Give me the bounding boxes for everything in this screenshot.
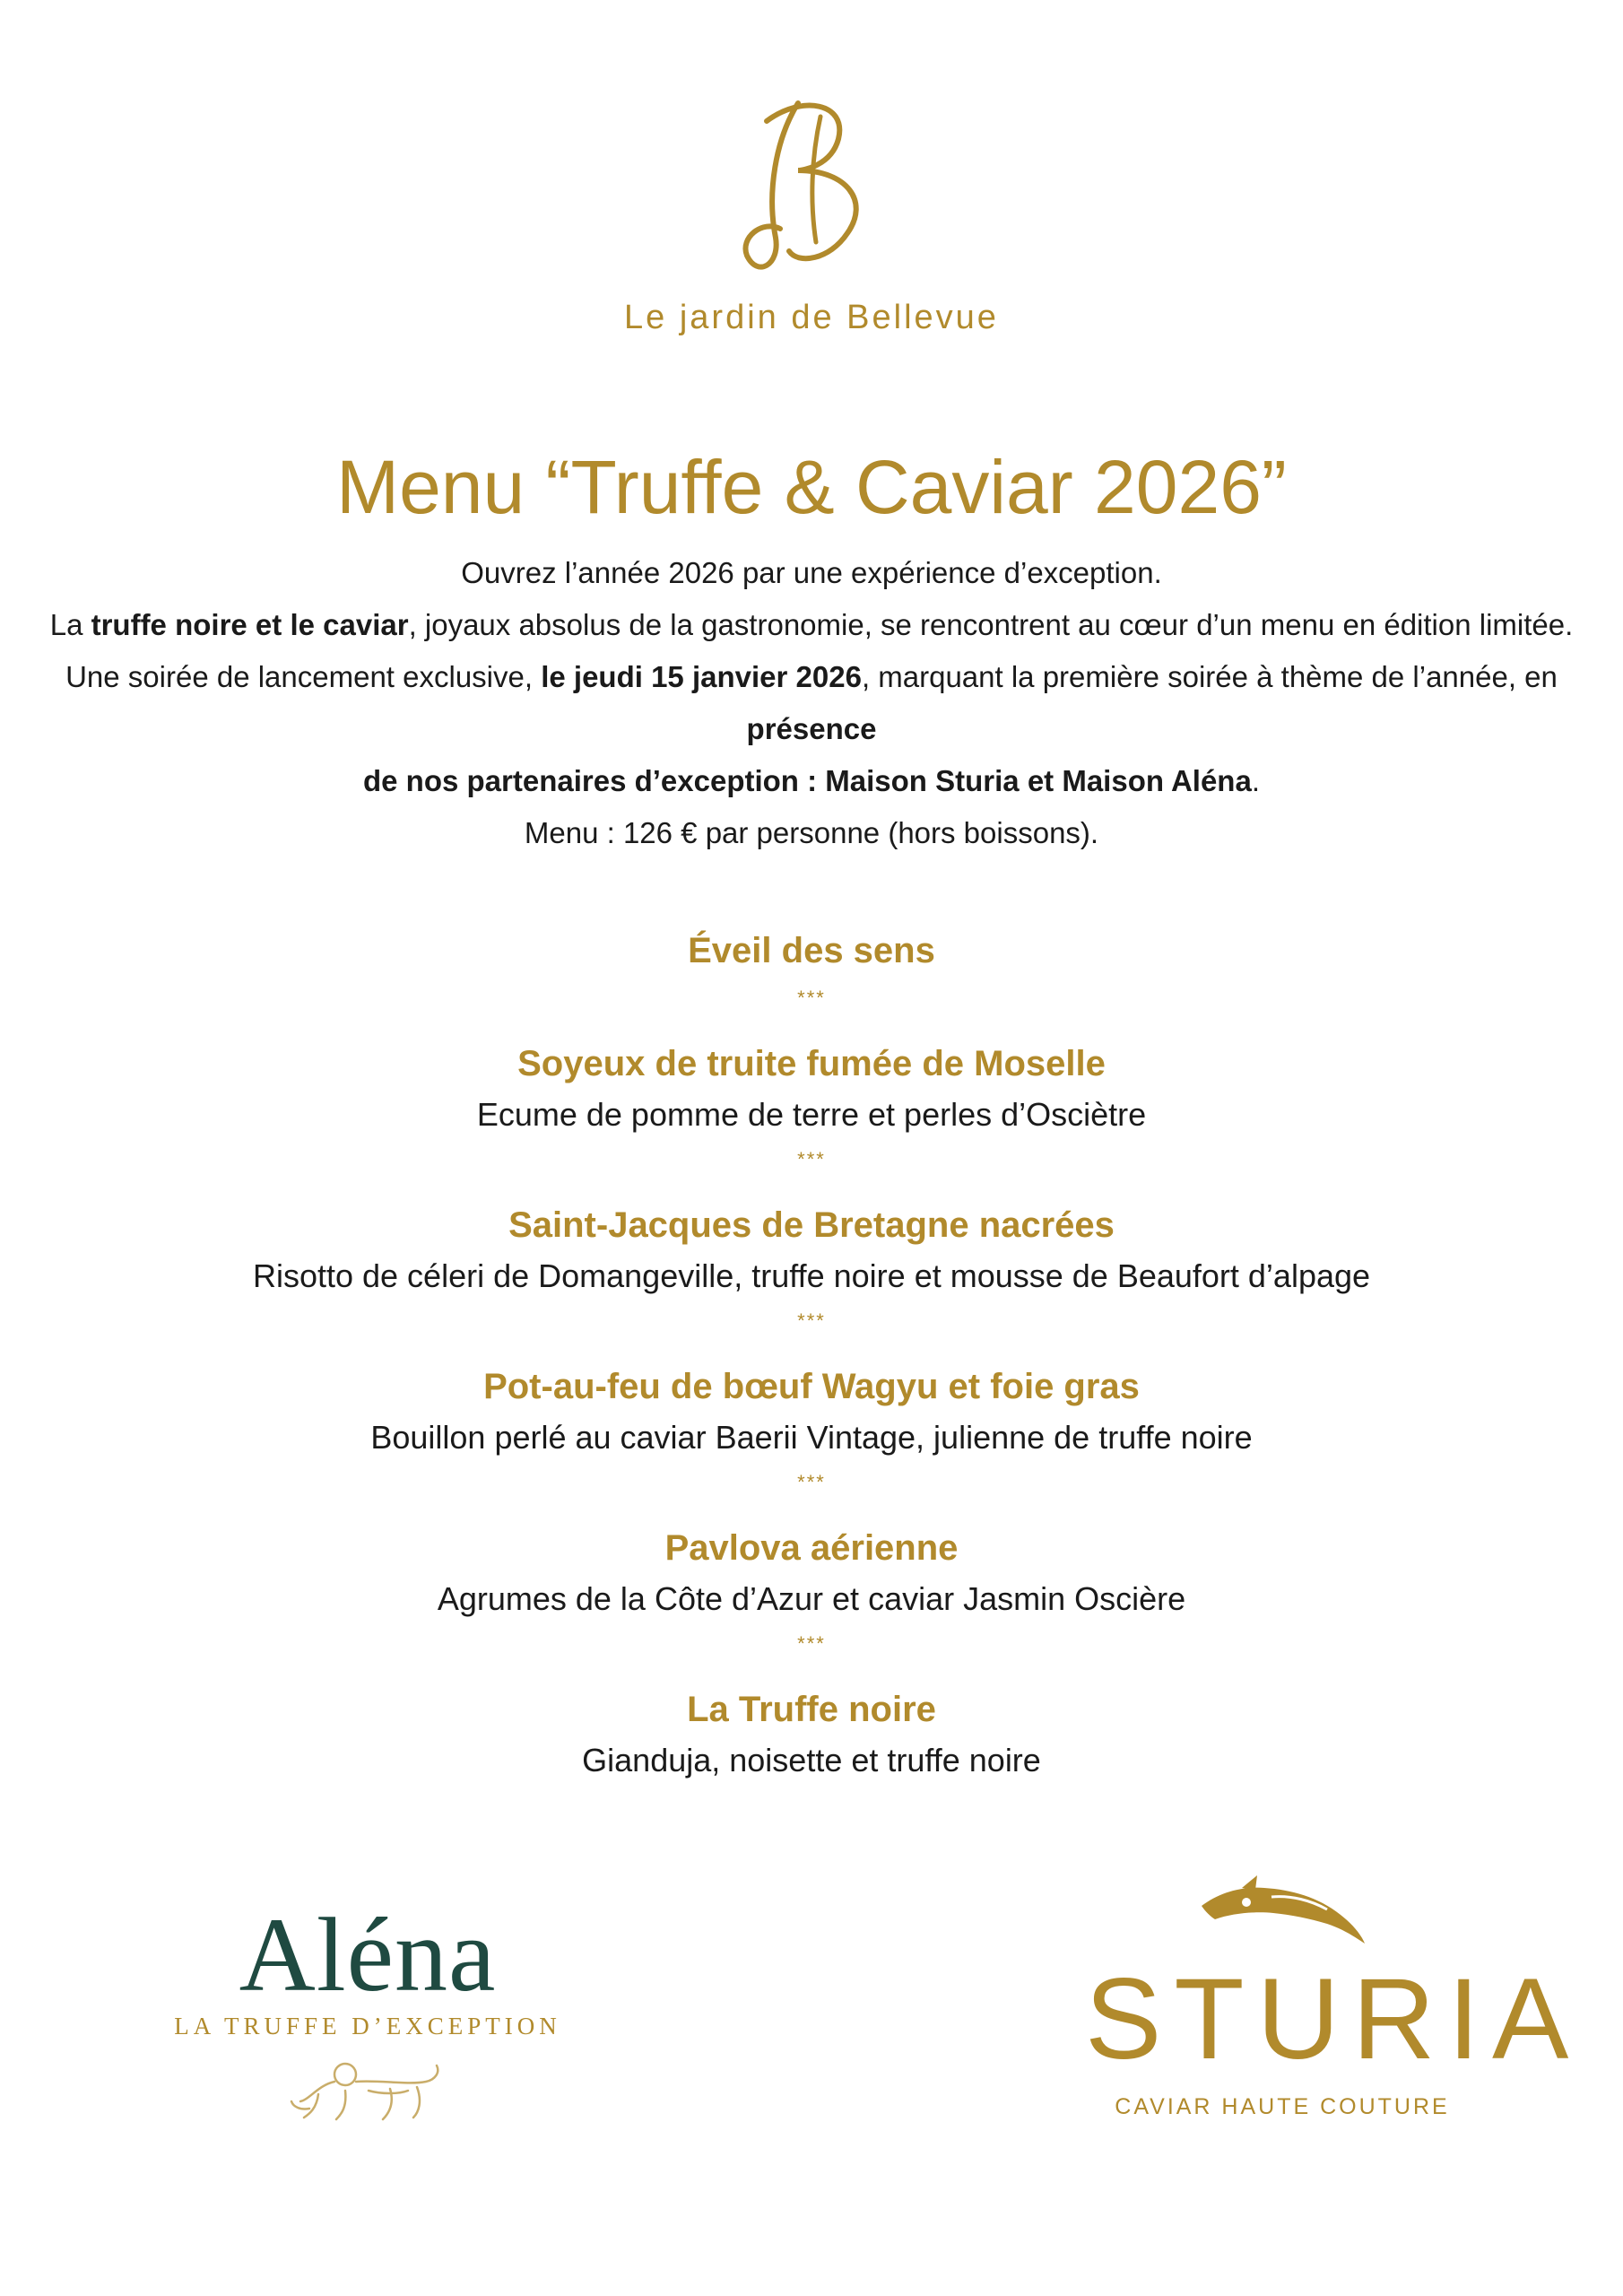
intro-price: Menu : 126 € par personne (hors boissons). bbox=[524, 816, 1099, 849]
alena-name: Aléna bbox=[239, 1896, 497, 2013]
course-description: Ecume de pomme de terre et perles d’Osciètre bbox=[476, 1096, 1147, 1133]
course-description: Bouillon perlé au caviar Baerii Vintage, julienne de truffe noire bbox=[370, 1419, 1253, 1456]
course-item bbox=[0, 1683, 1623, 1785]
course-description: Agrumes de la Côte d’Azur et caviar Jasmin Oscière bbox=[437, 1580, 1186, 1617]
course-item bbox=[0, 924, 1623, 978]
jb-monogram-logo bbox=[713, 85, 910, 291]
menu-title: Menu “Truffe & Caviar 2026” bbox=[336, 445, 1287, 529]
intro-text bbox=[0, 547, 1623, 859]
course-list bbox=[0, 924, 1623, 1785]
course-separator: *** bbox=[797, 1471, 826, 1493]
intro-line-4: de nos partenaires d’exception : Maison Sturia et Maison Aléna. bbox=[362, 764, 1260, 797]
course-title: Soyeux de truite fumée de Moselle bbox=[517, 1044, 1106, 1083]
logo-subtitle: Le jardin de Bellevue bbox=[624, 299, 999, 336]
course-title: Éveil des sens bbox=[688, 931, 935, 970]
course-separator: *** bbox=[797, 1632, 826, 1655]
course-item bbox=[0, 1521, 1623, 1623]
course-title: La Truffe noire bbox=[687, 1690, 936, 1729]
intro-line-3: Une soirée de lancement exclusive, le jeudi 15 janvier 2026, marquant la première soirée à thème de l’année, en présence bbox=[65, 660, 1558, 745]
course-separator: *** bbox=[797, 1309, 826, 1332]
alena-tagline: LA TRUFFE D’EXCEPTION bbox=[174, 2013, 561, 2039]
course-description: Gianduja, noisette et truffe noire bbox=[582, 1742, 1041, 1779]
course-item bbox=[0, 1037, 1623, 1139]
course-item bbox=[0, 1360, 1623, 1462]
sturgeon-icon bbox=[1193, 1870, 1372, 1951]
sturia-logo bbox=[1085, 1870, 1582, 2120]
restaurant-logo bbox=[0, 85, 1623, 337]
course-separator: *** bbox=[797, 1148, 826, 1170]
alena-logo bbox=[161, 1896, 574, 2126]
course-title: Pavlova aérienne bbox=[664, 1528, 959, 1568]
sturia-name: STURIA bbox=[1085, 1955, 1582, 2083]
intro-line-1: Ouvrez l’année 2026 par une expérience d’exception. bbox=[461, 556, 1162, 589]
course-description: Risotto de céleri de Domangeville, truffe noire et mousse de Beaufort d’alpage bbox=[252, 1257, 1371, 1294]
lion-icon bbox=[282, 2055, 453, 2126]
course-title: Saint-Jacques de Bretagne nacrées bbox=[508, 1205, 1115, 1245]
intro-line-2: La truffe noire et le caviar, joyaux absolus de la gastronomie, se rencontrent au cœur d’un menu en édition limitée. bbox=[49, 608, 1574, 641]
sturia-tagline: CAVIAR HAUTE COUTURE bbox=[1115, 2094, 1450, 2119]
course-item bbox=[0, 1198, 1623, 1300]
course-separator: *** bbox=[797, 987, 826, 1009]
course-title: Pot-au-feu de bœuf Wagyu et foie gras bbox=[483, 1367, 1140, 1406]
